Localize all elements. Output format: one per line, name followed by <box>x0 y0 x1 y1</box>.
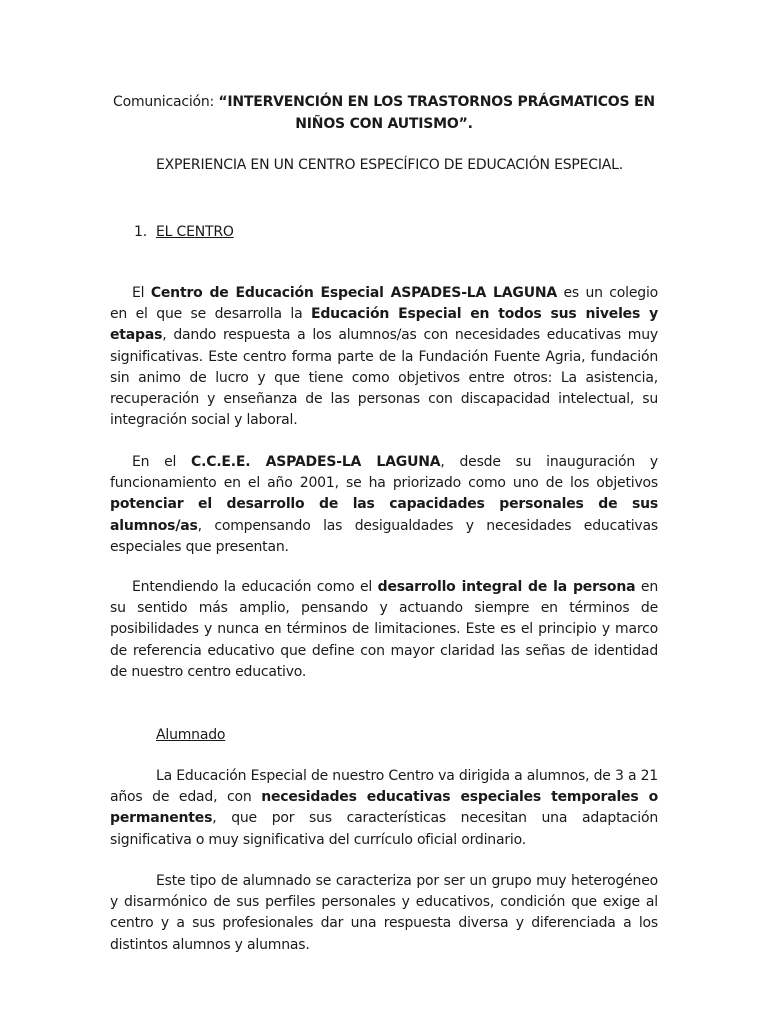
bold-run: Educación Especial en todos sus niveles y etapas <box>110 306 658 344</box>
section-number: 1. <box>134 224 147 240</box>
text-run: , desde su inauguración y funcionamiento en el año 2001, se ha priorizado como uno de los objetivos <box>110 454 658 492</box>
paragraph-objetivos <box>110 452 658 558</box>
paragraph-centro <box>110 283 658 431</box>
bold-run: Centro de Educación Especial ASPADES-LA LAGUNA <box>150 285 558 301</box>
text-run: El <box>132 285 151 301</box>
text-run: , compensando las desigualdades y necesidades educativas especiales que presentan. <box>110 517 658 555</box>
bold-run: necesidades educativas especiales temporales o permanentes <box>110 789 658 827</box>
title-prefix: Comunicación: <box>113 94 219 110</box>
bold-run: potenciar el desarrollo de las capacidades personales de sus alumnos/as <box>110 496 658 534</box>
section-heading: EL CENTRO <box>156 224 234 240</box>
text-run: en su sentido más amplio, pensando y actuando siempre en términos de posibilidades y nunca en términos de limitaciones. Este es el principio y marco de referencia educativo que define con mayor claridad las señas de identidad de nuestro centro educativo. <box>110 579 658 680</box>
paragraph-educacion <box>110 577 658 683</box>
paragraph-alumnado <box>110 766 658 851</box>
text-run: Entendiendo la educación como el <box>132 579 378 595</box>
text-run: En el <box>132 454 192 470</box>
paragraph-perfil: Este tipo de alumnado se caracteriza por ser un grupo muy heterogéneo y disarmónico de sus perfiles personales y educativos, condición que exige al centro y a sus profesionales dar una respuesta diversa y diferenciada a los distintos alumnos y alumnas. <box>110 873 658 953</box>
text-run: La Educación Especial de nuestro Centro va dirigida a alumnos, de 3 a 21 años de edad, con <box>110 768 658 806</box>
bold-run: C.C.E.E. ASPADES-LA LAGUNA <box>191 454 441 470</box>
subsection-heading: Alumnado <box>156 727 226 743</box>
bold-run: desarrollo integral de la persona <box>377 579 636 595</box>
document-title <box>110 91 658 135</box>
text-run: es un colegio en el que se desarrolla la <box>110 285 659 323</box>
text-run: , dando respuesta a los alumnos/as con necesidades educativas muy significativas. Este centro forma parte de la Fundación Fuente Agria, fundación sin animo de lucro y que tiene como objetivos entre otros: La asistencia, recuperación y enseñanza de las personas con discapacidad intelectual, su integración social y laboral. <box>110 327 658 429</box>
text-run: , que por sus características necesitan una adaptación significativa o muy significativa del currículo oficial ordinario. <box>110 810 658 848</box>
title-main: “INTERVENCIÓN EN LOS TRASTORNOS PRÁGMATICOS EN NIÑOS CON AUTISMO”. <box>218 94 655 132</box>
document-subtitle: EXPERIENCIA EN UN CENTRO ESPECÍFICO DE EDUCACIÓN ESPECIAL. <box>156 157 624 173</box>
